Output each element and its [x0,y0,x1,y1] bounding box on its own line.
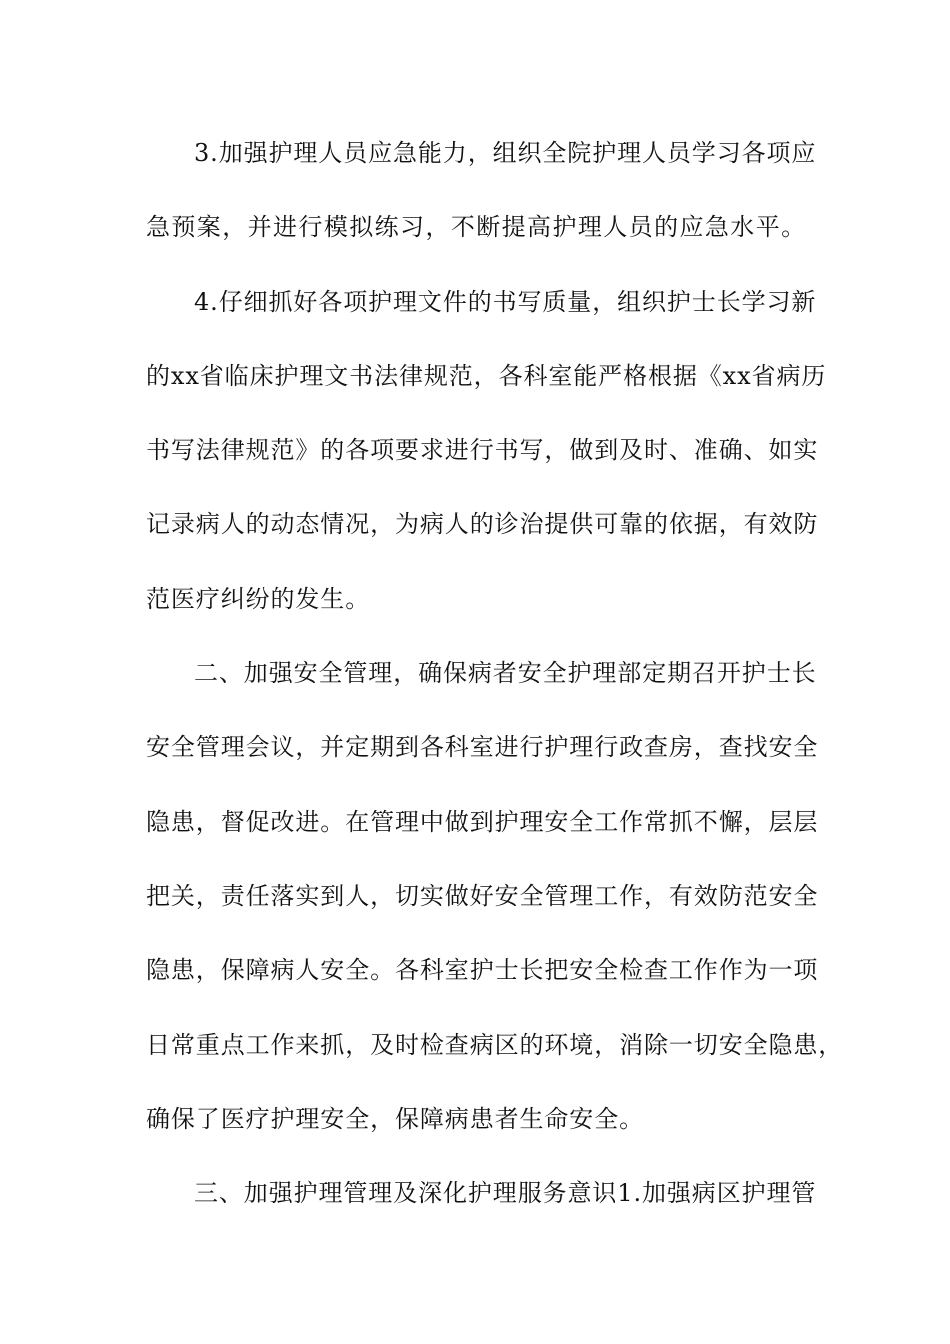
paragraph-line: 确保了医疗护理安全，保障病患者生命安全。 [146,1105,644,1133]
paragraph-line: 二、加强安全管理，确保病者安全护理部定期召开护士长 [194,659,817,687]
paragraph-line: 安全管理会议，并定期到各科室进行护理行政查房，查找安全 [146,733,819,761]
paragraph-line: 把关，责任落实到人，切实做好安全管理工作，有效防范安全 [146,882,819,910]
paragraph-line: 书写法律规范》的各项要求进行书写，做到及时、准确、如实 [146,436,819,464]
paragraph-line: 的xx省临床护理文书法律规范，各科室能严格根据《xx省病历 [146,362,827,390]
paragraph-line: 隐患，保障病人安全。各科室护士长把安全检查工作作为一项 [146,956,819,984]
paragraph-line: 记录病人的动态情况，为病人的诊治提供可靠的依据，有效防 [146,510,819,538]
paragraph-line: 日常重点工作来抓，及时检查病区的环境，消除一切安全隐患， [146,1031,844,1059]
paragraph-line: 4.仔细抓好各项护理文件的书写质量，组织护士长学习新 [194,288,817,316]
paragraph-line: 隐患，督促改进。在管理中做到护理安全工作常抓不懈，层层 [146,808,819,836]
paragraph-line: 范医疗纠纷的发生。 [146,585,371,613]
paragraph-line: 急预案，并进行模拟练习，不断提高护理人员的应急水平。 [146,213,806,241]
paragraph-line: 三、加强护理管理及深化护理服务意识1.加强病区护理管 [194,1179,817,1207]
paragraph-line: 3.加强护理人员应急能力，组织全院护理人员学习各项应 [194,139,817,167]
